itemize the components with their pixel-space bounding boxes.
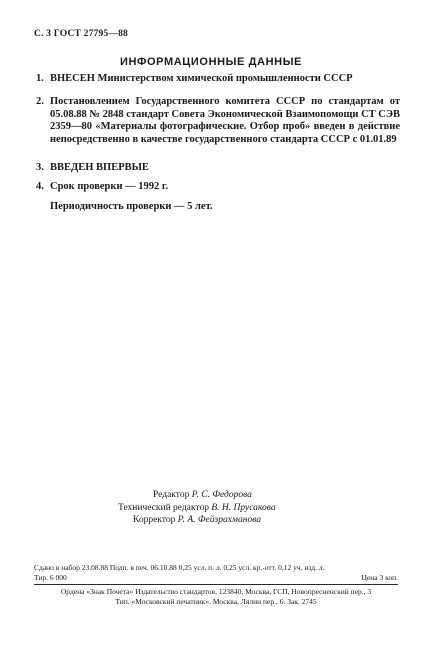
divider: [34, 584, 398, 585]
publisher-line-2: Тип. «Московский печатник». Москва, Лялин пер., 6. Зак. 2745: [115, 596, 317, 606]
editor-role: Технический редактор: [118, 502, 209, 513]
item-number: 2.: [36, 96, 44, 107]
item-text: Постановлением Государственного комитета СССР по стандартам от 05.08.88 № 2848 стандарт Совета Экономической Взаимопомощи СТ СЭВ 2359—80 «Материалы фотографические. Отбор проб» введен в действие непосредственно в качестве государственного стандарта СССР с 01.01.89: [50, 96, 400, 145]
item-number: 1.: [36, 73, 44, 84]
page-header: С. 3 ГОСТ 27795—88: [34, 29, 128, 39]
price: Цена 3 коп.: [361, 572, 398, 582]
item-text: Срок проверки — 1992 г.: [50, 181, 169, 192]
technical-editor-line: [118, 502, 276, 515]
imprint-line-1: [34, 563, 398, 573]
editor-person: Р. А. Фейзрахманова: [177, 515, 262, 525]
item-number: 4.: [36, 181, 44, 192]
editor-role: Корректор: [133, 515, 176, 525]
item-text: ВНЕСЕН Министерством химической промышленности СССР: [50, 73, 353, 84]
item-number: 3.: [36, 162, 44, 173]
info-item-3: [36, 162, 400, 175]
periodicity-note: Периодичность проверки — 5 лет.: [50, 201, 213, 212]
editor-person: В. Н. Прусакова: [211, 502, 276, 513]
editor-person: Р. С. Федорова: [191, 490, 252, 500]
proofreader-line: [118, 514, 276, 527]
info-item-1: [36, 73, 400, 86]
editor-line: [118, 489, 276, 502]
imprint-block: [34, 563, 398, 582]
editor-role: Редактор: [153, 490, 190, 500]
info-item-2: [36, 96, 400, 146]
circulation: Тир. 6 000: [34, 572, 67, 582]
publisher-block: [34, 587, 398, 606]
imprint-line-2: [34, 573, 398, 583]
publisher-line-1: Ордена «Знак Почета» Издательство стандартов, 123840, Москва, ГСП, Новопресненский пер., 3: [60, 587, 372, 596]
editors-block: [118, 489, 276, 527]
info-item-4: [36, 181, 400, 194]
section-title: ИНФОРМАЦИОННЫЕ ДАННЫЕ: [119, 56, 302, 68]
imprint-text: Сдано в набор 23.08.88 Подп. в печ. 06.10.88 0,25 усл. п. л. 0,25 усл. кр.-отт. 0,12 уч. изд. л.: [34, 563, 325, 572]
item-text: ВВЕДЕН ВПЕРВЫЕ: [50, 162, 149, 173]
